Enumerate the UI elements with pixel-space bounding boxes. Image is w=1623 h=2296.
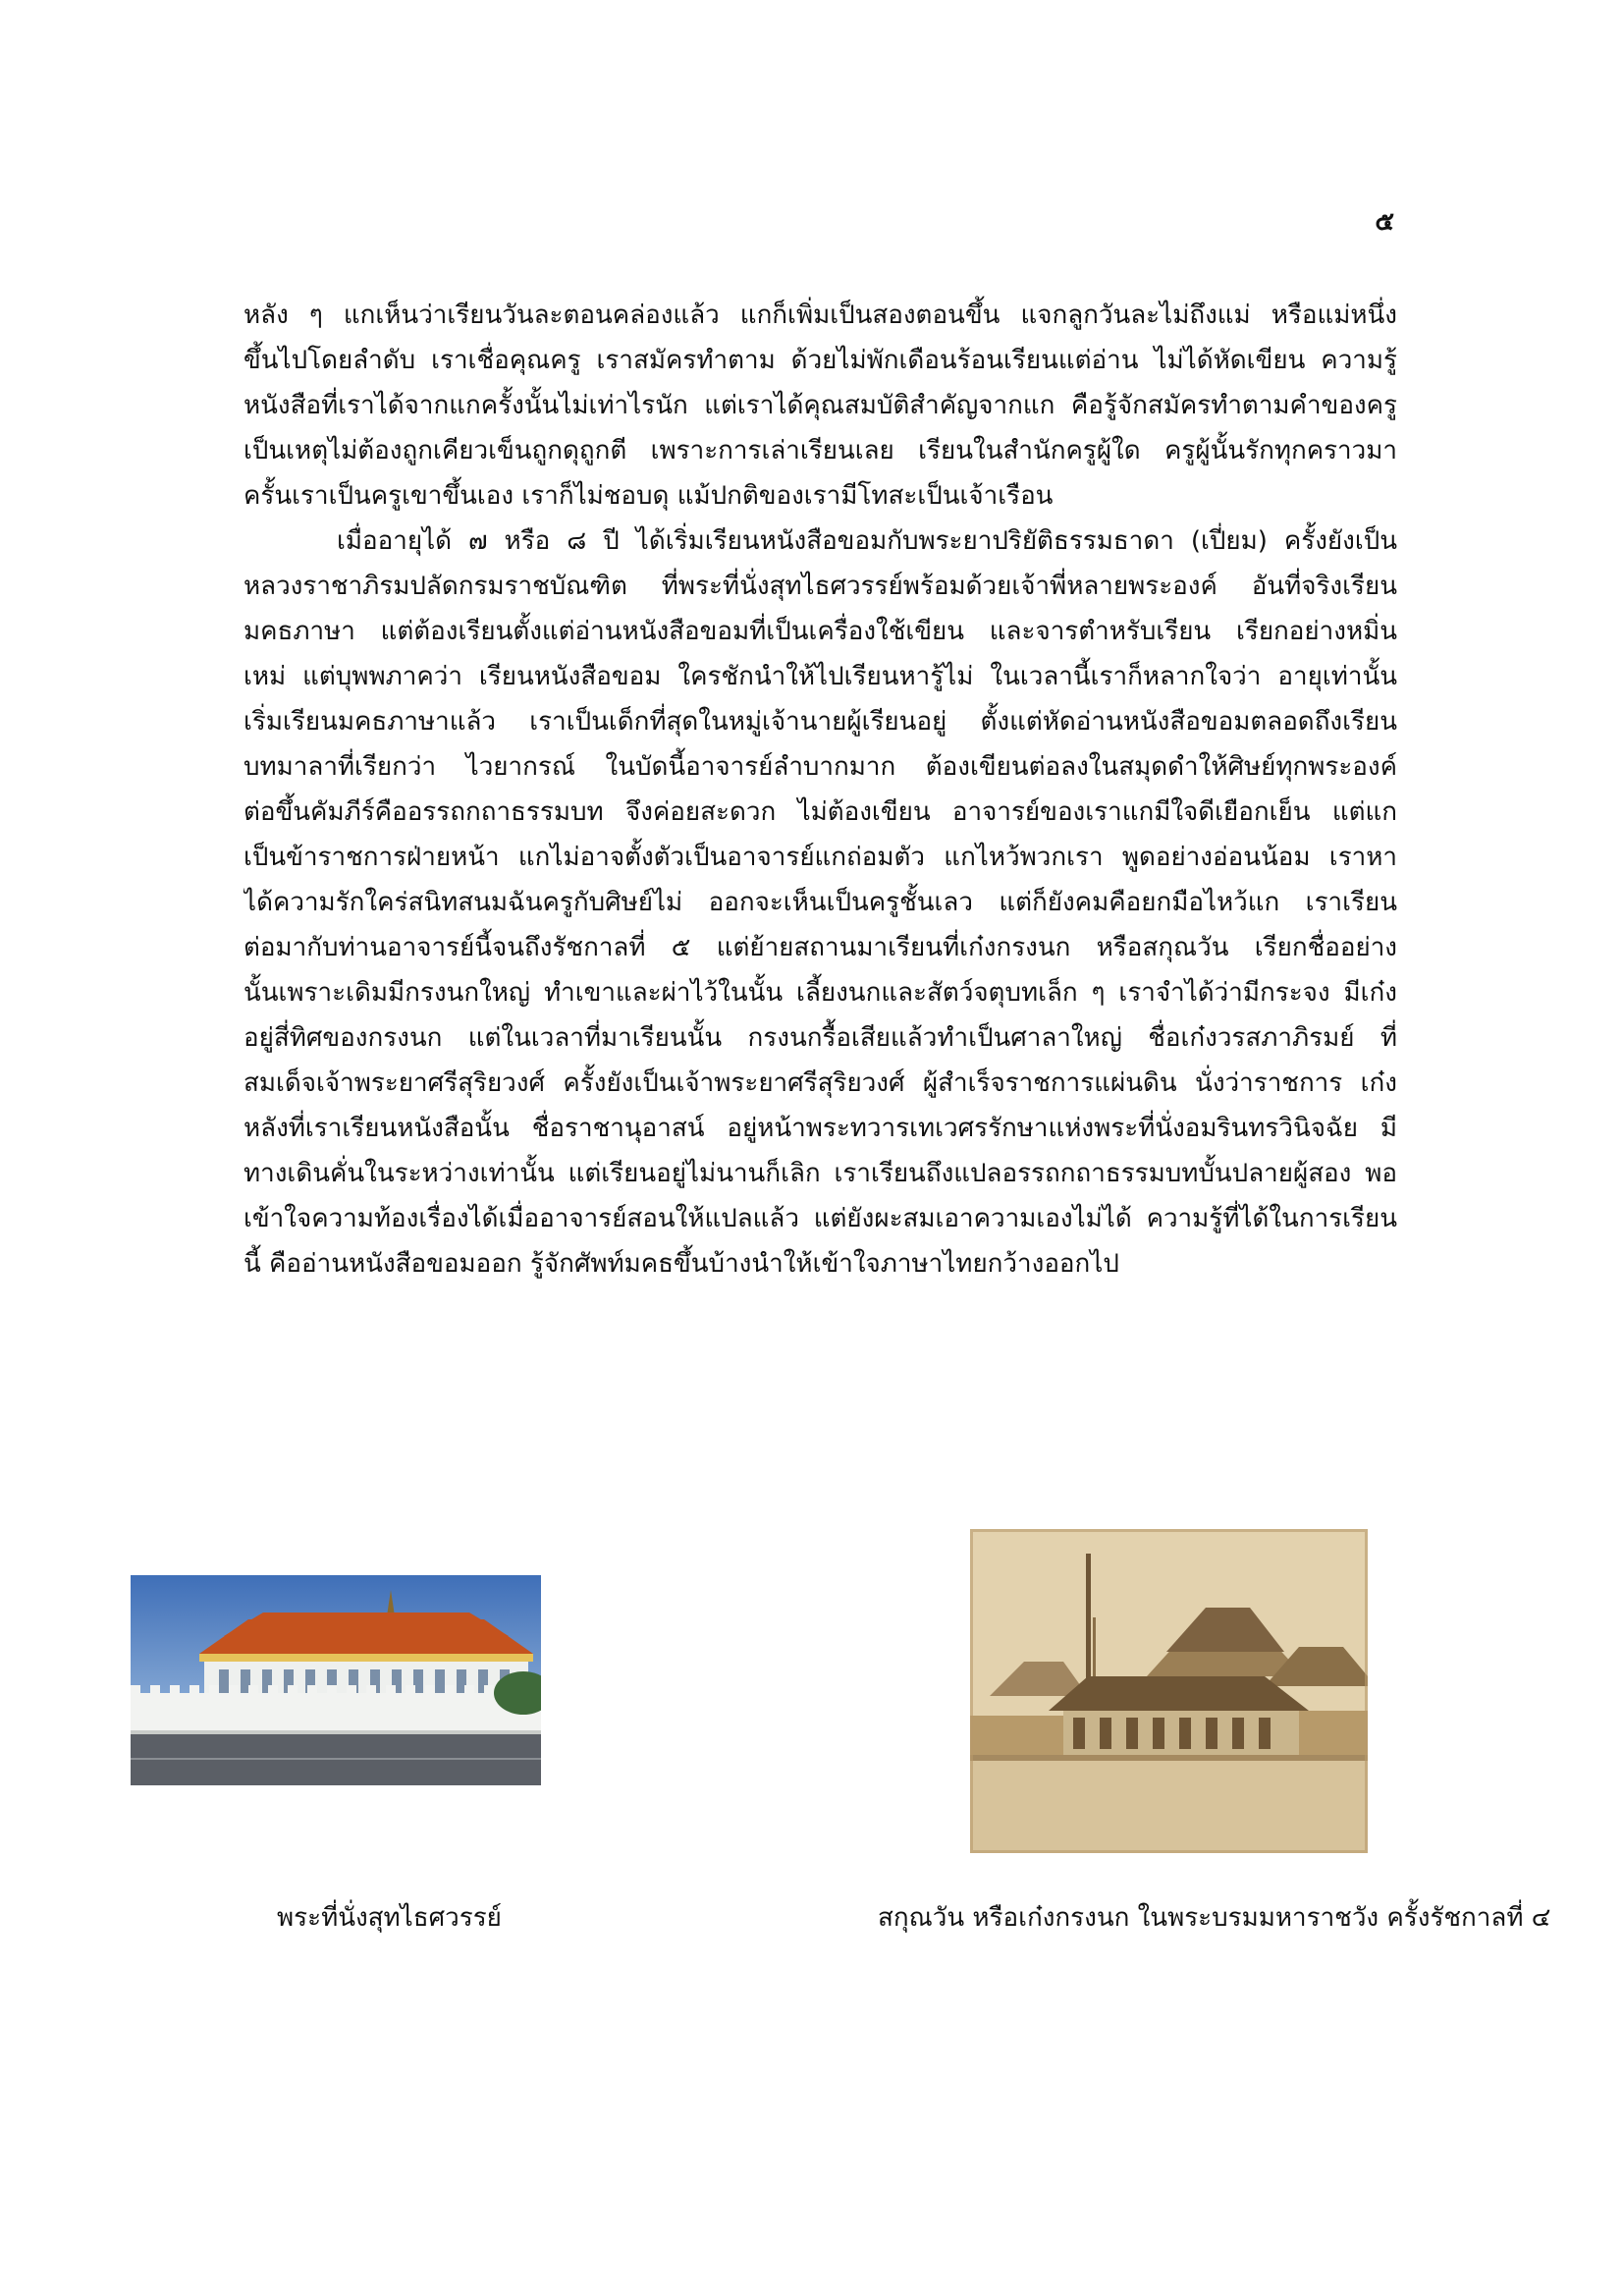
text-line: นี้ คืออ่านหนังสือขอมออก รู้จักศัพท์มคธขึ้นบ้างนำให้เข้าใจภาษาไทยกว้างออกไป	[243, 1249, 1119, 1279]
text-line: เหม่ แต่บุพพภาคว่า เรียนหนังสือขอม ใครชักนำให้ไปเรียนหารู้ไม่ ในเวลานี้เราก็หลากใจว่า อายุเท่านั้น	[243, 662, 1397, 691]
text-line: บทมาลาที่เรียกว่า ไวยากรณ์ ในบัดนี้อาจารย์ลำบากมาก ต้องเขียนต่อลงในสมุดดำให้ศิษย์ทุกพระองค์	[243, 752, 1397, 782]
text-line: เมื่ออายุได้ ๗ หรือ ๘ ปี ได้เริ่มเรียนหนังสือขอมกับพระยาปริยัติธรรมธาดา (เปี่ยม) ครั้งยังเป็น	[337, 526, 1397, 556]
text-line: หนังสือที่เราได้จากแกครั้งนั้นไม่เท่าไรนัก แต่เราได้คุณสมบัติสำคัญจากแก คือรู้จักสมัครทำตามคำของครู	[243, 391, 1397, 420]
text-line: ต่อมากับท่านอาจารย์นี้จนถึงรัชกาลที่ ๕ แต่ย้ายสถานมาเรียนที่เก๋งกรงนก หรือสกุณวัน เรียกชื่ออย่าง	[243, 933, 1397, 962]
text-line: อยู่สี่ทิศของกรงนก แต่ในเวลาที่มาเรียนนั้น กรงนกรื้อเสียแล้วทำเป็นศาลาใหญ่ ชื่อเก๋งวรสภาภิรมย์ ที่	[243, 1023, 1397, 1053]
body-text	[243, 293, 1397, 1286]
text-line: ครั้นเราเป็นครูเขาขึ้นเอง เราก็ไม่ชอบดุ แม้ปกติของเรามีโทสะเป็นเจ้าเรือน	[243, 481, 1054, 511]
text-line: มคธภาษา แต่ต้องเรียนตั้งแต่อ่านหนังสือขอมที่เป็นเครื่องใช้เขียน และจารตำหรับเรียน เรียกอย่างหมิ่น	[243, 617, 1397, 646]
ground	[970, 1755, 1368, 1853]
photo-throne-hall	[131, 1575, 541, 1785]
text-line: ทางเดินคั่นในระหว่างเท่านั้น แต่เรียนอยู่ไม่นานก็เลิก เราเรียนถึงแปลอรรถกถาธรรมบทบั้นปลายผู้สอง พอ	[243, 1159, 1397, 1188]
photo-aviary-pavilion	[970, 1529, 1368, 1853]
text-line: สมเด็จเจ้าพระยาศรีสุริยวงศ์ ครั้งยังเป็นเจ้าพระยาศรีสุริยวงศ์ ผู้สำเร็จราชการแผ่นดิน นั่งว่าราชการ เก๋ง	[243, 1068, 1397, 1098]
text-line: หลัง ๆ แกเห็นว่าเรียนวันละตอนคล่องแล้ว แกก็เพิ่มเป็นสองตอนขึ้น แจกลูกวันละไม่ถึงแม่ หรือแม่หนึ่ง	[243, 301, 1397, 330]
text-line: เริ่มเรียนมคธภาษาแล้ว เราเป็นเด็กที่สุดในหมู่เจ้านายผู้เรียนอยู่ ตั้งแต่หัดอ่านหนังสือขอมตลอดถึงเรียน	[243, 707, 1397, 737]
text-line: หลวงราชาภิรมปลัดกรมราชบัณฑิต ที่พระที่นั่งสุทไธศวรรย์พร้อมด้วยเจ้าพี่หลายพระองค์ อันที่จริงเรียน	[243, 572, 1397, 601]
text-line: นั้นเพราะเดิมมีกรงนกใหญ่ ทำเขาและผ่าไว้ในนั้น เลี้ยงนกและสัตว์จตุบทเล็ก ๆ เราจำได้ว่ามีกระจง มีเก๋ง	[243, 978, 1397, 1008]
text-line: ต่อขึ้นคัมภีร์คืออรรถกถาธรรมบท จึงค่อยสะดวก ไม่ต้องเขียน อาจารย์ของเราแกมีใจดีเยือกเย็น แต่แก	[243, 797, 1397, 827]
caption-throne-hall: พระที่นั่งสุทไธศวรรย์	[277, 1903, 502, 1933]
text-line: หลังที่เราเรียนหนังสือนั้น ชื่อราชานุอาสน์ อยู่หน้าพระทวารเทเวศรรักษาแห่งพระที่นั่งอมรินทรวินิจฉัย มี	[243, 1114, 1397, 1143]
text-line: เป็นเหตุไม่ต้องถูกเคียวเข็นถูกดุถูกตี เพราะการเล่าเรียนเลย เรียนในสำนักครูผู้ใด ครูผู้นั้นรักทุกคราวมา	[243, 436, 1397, 465]
text-line: เข้าใจความท้องเรื่องได้เมื่ออาจารย์สอนให้แปลแล้ว แต่ยังผะสมเอาความเองไม่ได้ ความรู้ที่ได้ในการเรียน	[243, 1204, 1397, 1233]
text-line: เป็นข้าราชการฝ่ายหน้า แกไม่อาจตั้งตัวเป็นอาจารย์แกถ่อมตัว แกไหว้พวกเรา พูดอย่างอ่อนน้อม เราหา	[243, 843, 1397, 872]
text-line: ได้ความรักใคร่สนิทสนมฉันครูกับศิษย์ไม่ ออกจะเห็นเป็นครูชั้นเลว แต่ก็ยังคมคือยกมือไหว้แก เราเรียน	[243, 888, 1397, 917]
outer-wall	[131, 1693, 541, 1734]
page-number: ๕	[1375, 207, 1394, 237]
caption-aviary-pavilion: สกุณวัน หรือเก๋งกรงนก ในพระบรมมหาราชวัง ครั้งรัชกาลที่ ๔	[878, 1903, 1551, 1933]
text-line: ขึ้นไปโดยลำดับ เราเชื่อคุณครู เราสมัครทำตาม ด้วยไม่พักเดือนร้อนเรียนแต่อ่าน ไม่ได้หัดเขียน ความรู้	[243, 346, 1397, 375]
pavilion-roof	[1049, 1676, 1309, 1711]
